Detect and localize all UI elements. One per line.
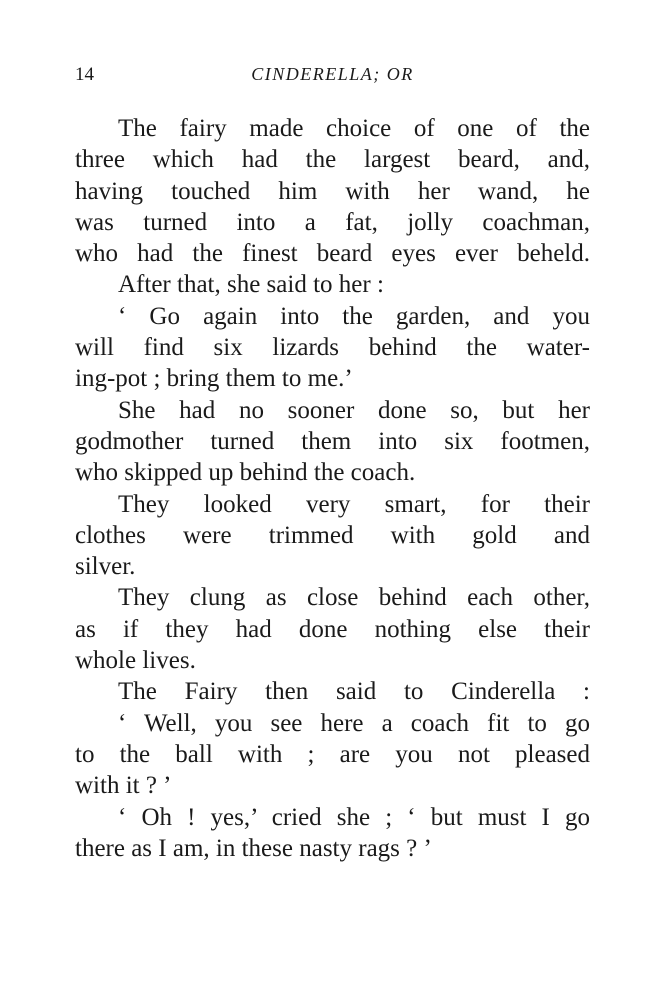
text-line: They clung as close behind each other, bbox=[118, 584, 590, 612]
text-line: She had no sooner done so, but her bbox=[118, 396, 590, 424]
page-header bbox=[75, 64, 590, 90]
page-number: 14 bbox=[75, 64, 94, 85]
body-text bbox=[75, 113, 590, 864]
text-line: ‘ Go again into the garden, and you bbox=[118, 302, 590, 330]
text-line: godmother turned them into six footmen, bbox=[75, 427, 590, 455]
text-line: who skipped up behind the coach. bbox=[75, 459, 416, 487]
text-line: whole lives. bbox=[75, 647, 196, 675]
text-line: with it ? ’ bbox=[75, 772, 172, 800]
text-line: there as I am, in these nasty rags ? ’ bbox=[75, 834, 432, 862]
text-line: ing-pot ; bring them to me.’ bbox=[75, 365, 353, 393]
text-line: ‘ Well, you see here a coach fit to go bbox=[118, 709, 590, 737]
running-head: CINDERELLA; OR bbox=[251, 64, 414, 84]
text-line: was turned into a fat, jolly coachman, bbox=[75, 208, 590, 236]
text-line: The fairy made choice of one of the bbox=[118, 115, 590, 142]
text-line: to the ball with ; are you not pleased bbox=[75, 740, 590, 768]
text-line: who had the finest beard eyes ever beheld. bbox=[75, 240, 590, 268]
text-line: three which had the largest beard, and, bbox=[75, 146, 590, 174]
text-line: The Fairy then said to Cinderella : bbox=[118, 678, 590, 706]
text-line: clothes were trimmed with gold and bbox=[75, 521, 590, 549]
text-line: They looked very smart, for their bbox=[118, 490, 590, 518]
text-line: ‘ Oh ! yes,’ cried she ; ‘ but must I go bbox=[118, 803, 590, 831]
text-line: having touched him with her wand, he bbox=[75, 177, 590, 205]
text-line: After that, she said to her : bbox=[118, 271, 384, 299]
text-line: as if they had done nothing else their bbox=[75, 615, 590, 643]
text-line: will find six lizards behind the water- bbox=[75, 334, 590, 362]
text-line: silver. bbox=[75, 553, 136, 581]
